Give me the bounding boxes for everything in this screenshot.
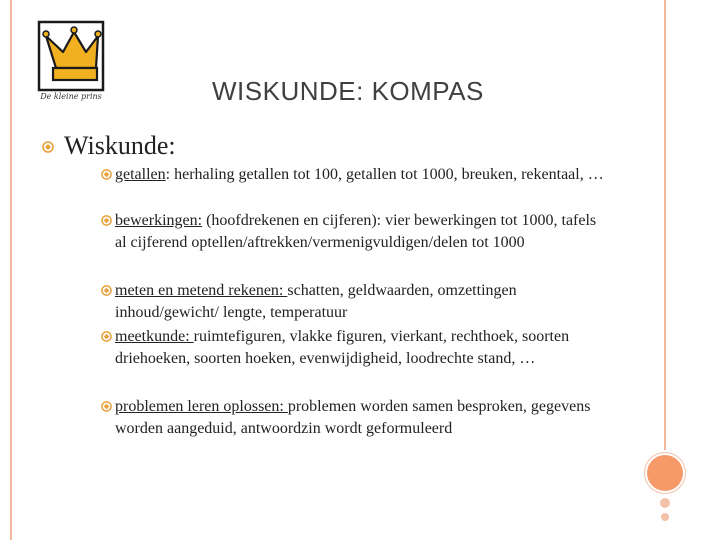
list-item-heading: bewerkingen:	[115, 212, 203, 229]
slide-title: WISKUNDE: KOMPAS	[212, 76, 484, 106]
list-item-heading: problemen leren oplossen:	[115, 398, 288, 415]
left-frame-line	[10, 0, 12, 540]
decorative-circle	[647, 455, 683, 491]
list-item-heading: meetkunde:	[115, 328, 194, 345]
list-item-text: problemen worden samen besproken, gegevens worden aangeduid, antwoordzin wordt geformuleerd	[115, 398, 591, 437]
list-item-text: : herhaling getallen tot 100, getallen tot 1000, breuken, rekentaal, …	[165, 166, 604, 183]
right-frame-line	[664, 0, 666, 450]
list-item-heading: meten en metend rekenen:	[115, 282, 288, 299]
bullet-icon	[101, 331, 112, 342]
bullet-icon	[42, 141, 54, 153]
list-item-text: ruimtefiguren, vlakke figuren, vierkant, rechthoek, soorten driehoeken, soorten hoeken, evenwijdigheid, loodrechte stand, …	[115, 328, 570, 367]
logo-text: De kleine prins	[40, 92, 102, 101]
decorative-dot	[661, 513, 669, 521]
bullet-icon	[101, 401, 112, 412]
bullet-icon	[101, 169, 112, 180]
decorative-dot	[660, 498, 670, 508]
list-item	[115, 210, 605, 254]
bullet-icon	[101, 285, 112, 296]
list-item-text: (hoofdrekenen en cijferen): vier bewerkingen tot 1000, tafels al cijferend optellen/aftrekken/vermenigvuldigen/delen tot 1000	[115, 212, 597, 251]
list-item-heading: getallen	[115, 166, 166, 183]
main-bullet-text: Wiskunde:	[64, 131, 176, 160]
list-item	[115, 164, 605, 186]
bullet-icon	[101, 215, 112, 226]
list-item	[115, 326, 605, 370]
list-item	[115, 396, 605, 440]
list-item	[115, 280, 605, 324]
list-item-text: schatten, geldwaarden, omzettingen inhoud/gewicht/ lengte, temperatuur	[115, 282, 517, 321]
